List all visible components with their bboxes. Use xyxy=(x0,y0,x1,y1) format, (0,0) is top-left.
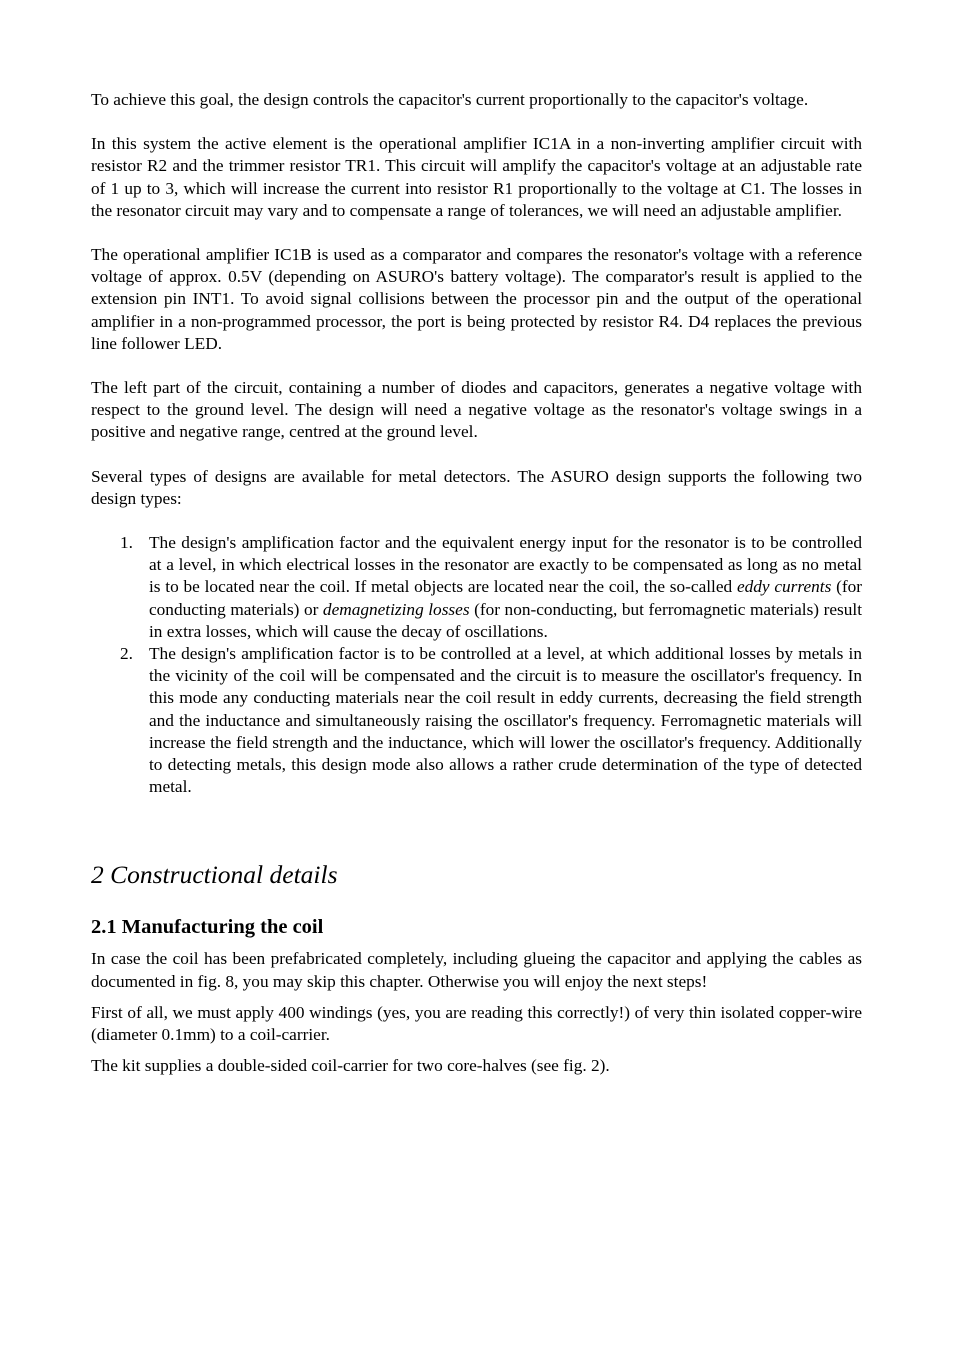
list-item-number: 2. xyxy=(120,644,133,664)
list-item xyxy=(91,532,862,643)
document-page xyxy=(91,89,862,1087)
subsection-heading: 2.1 Manufacturing the coil xyxy=(91,916,324,939)
paragraph-comparator: The operational amplifier IC1B is used as a comparator and compares the resonator's voltage with a reference voltage of approx. 0.5V (depending on ASURO's battery voltage). The comparator's result is applied to the extension pin INT1. To avoid signal collisions between the processor pin and the output of the operational amplifier in a non-programmed processor, the port is being protected by resistor R4. D4 replaces the previous line follower LED. xyxy=(91,245,862,353)
paragraph-design-types-intro: Several types of designs are available for metal detectors. The ASURO design supports the following two design types: xyxy=(91,466,862,508)
list-item-text: (for conducting materials) or xyxy=(149,577,862,619)
section-heading: 2 Constructional details xyxy=(91,860,338,890)
paragraph-prefabricated-coil: In case the coil has been prefabricated completely, including glueing the capacitor and applying the cables as documented in fig. 8, you may skip this chapter. Otherwise you will enjoy the next steps! xyxy=(91,949,862,991)
design-types-list xyxy=(91,532,862,798)
list-item-emphasis-eddy: eddy currents xyxy=(736,577,832,597)
paragraph-negative-voltage: The left part of the circuit, containing a number of diodes and capacitors, generates a negative voltage with respect to the ground level. The design will need a negative voltage as the resonator's voltage swings in a positive and negative range, centred at the ground level. xyxy=(91,378,862,442)
paragraph-active-element: In this system the active element is the operational amplifier IC1A in a non-inverting amplifier circuit with resistor R2 and the trimmer resistor TR1. This circuit will amplify the capacitor's voltage at an adjustable rate of 1 up to 3, which will increase the current into resistor R1 proportionally to the voltage at C1. The losses in the resonator circuit may vary and to compensate a range of tolerances, we will need an adjustable amplifier. xyxy=(91,134,862,220)
paragraph-windings: First of all, we must apply 400 windings (yes, you are reading this correctly!) of very thin isolated copper-wire (diameter 0.1mm) to a coil-carrier. xyxy=(91,1002,862,1045)
paragraph-capacitor-current: To achieve this goal, the design controls the capacitor's current proportionally to the capacitor's voltage. xyxy=(91,90,809,109)
list-item-number: 1. xyxy=(120,533,133,553)
list-item-text: The design's amplification factor is to be controlled at a level, at which additional losses by metals in the vicinity of the coil will be compensated and the circuit is to measure the oscillator's frequency. In this mode any conducting materials near the coil result in eddy currents, decreasing the field strength and the inductance and simultaneously raising the oscillator's frequency. Ferromagnetic materials will increase the field strength and the inductance, which will lower the oscillator's frequency. Additionally to detecting metals, this design mode also allows a rather crude determination of the type of detected metal. xyxy=(149,644,862,797)
list-item-emphasis-demagnetizing: demagnetizing losses xyxy=(322,599,470,619)
paragraph-coil-carrier: The kit supplies a double-sided coil-carrier for two core-halves (see fig. 2). xyxy=(91,1056,610,1076)
list-item-text: (for non-conducting, but ferromagnetic materials) result in extra losses, which will cause the decay of oscillations. xyxy=(149,599,863,641)
list-item xyxy=(91,643,862,798)
list-item-text: The design's amplification factor and the equivalent energy input for the resonator is to be controlled at a level, in which electrical losses in the resonator are exactly to be compensated as long as no metal is to be located near the coil. If metal objects are located near the coil, the so-called xyxy=(149,533,862,597)
